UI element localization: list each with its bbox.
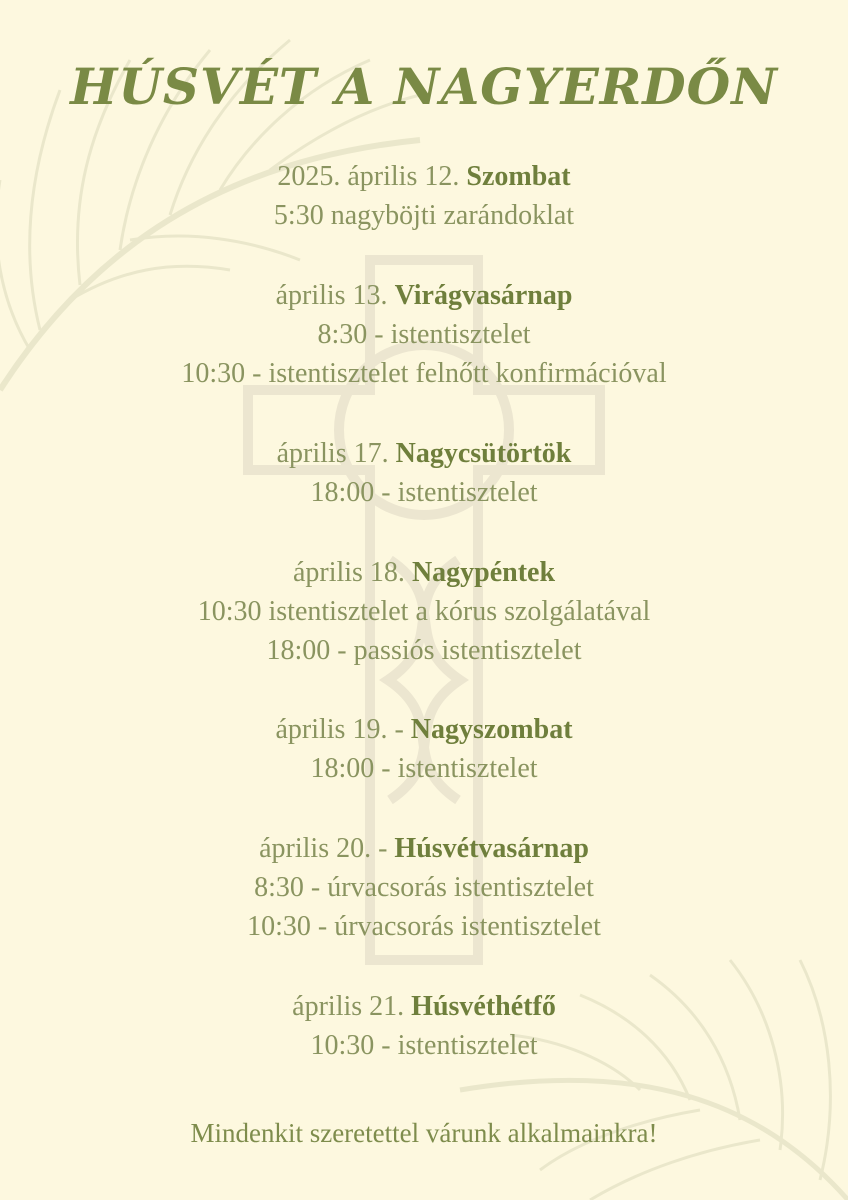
event-detail: 8:30 - úrvacsorás istentisztelet [254,872,594,903]
event-item [0,987,848,1065]
event-day: Húsvétvasárnap [394,833,589,864]
event-detail: 10:30 - istentisztelet felnőtt konfirmációval [181,358,667,389]
event-item [0,157,848,235]
event-day: Húsvéthétfő [411,991,556,1022]
event-detail: 10:30 - úrvacsorás istentisztelet [247,911,601,942]
event-date: április 20. - [259,833,395,864]
event-detail: 8:30 - istentisztelet [317,319,531,350]
event-detail: 10:30 istentisztelet a kórus szolgálatával [197,596,651,627]
event-item [0,553,848,670]
event-day: Nagyszombat [410,714,573,745]
event-date: április 19. - [275,714,411,745]
event-date: április 21. [292,991,412,1022]
event-detail: 18:00 - istentisztelet [310,477,538,508]
event-date: április 13. [275,280,395,311]
event-detail: 18:00 - istentisztelet [310,753,538,784]
event-date: április 18. [292,557,412,588]
event-item [0,710,848,788]
event-item [0,434,848,512]
event-day: Nagycsütörtök [395,438,572,469]
event-item [0,829,848,946]
event-item [0,276,848,393]
closing-message: Mindenkit szeretettel várunk alkalmainkra! [190,1118,658,1148]
event-detail: 18:00 - passiós istentisztelet [266,635,582,666]
page-title: HÚSVÉT A NAGYERDŐN [70,57,778,116]
event-detail: 5:30 nagyböjti zarándoklat [273,200,575,231]
event-detail: 10:30 - istentisztelet [310,1030,538,1061]
event-date: április 17. [276,438,396,469]
event-date: 2025. április 12. [277,161,467,192]
event-day: Virágvasárnap [394,280,573,311]
event-day: Nagypéntek [411,557,556,588]
event-day: Szombat [466,161,571,192]
